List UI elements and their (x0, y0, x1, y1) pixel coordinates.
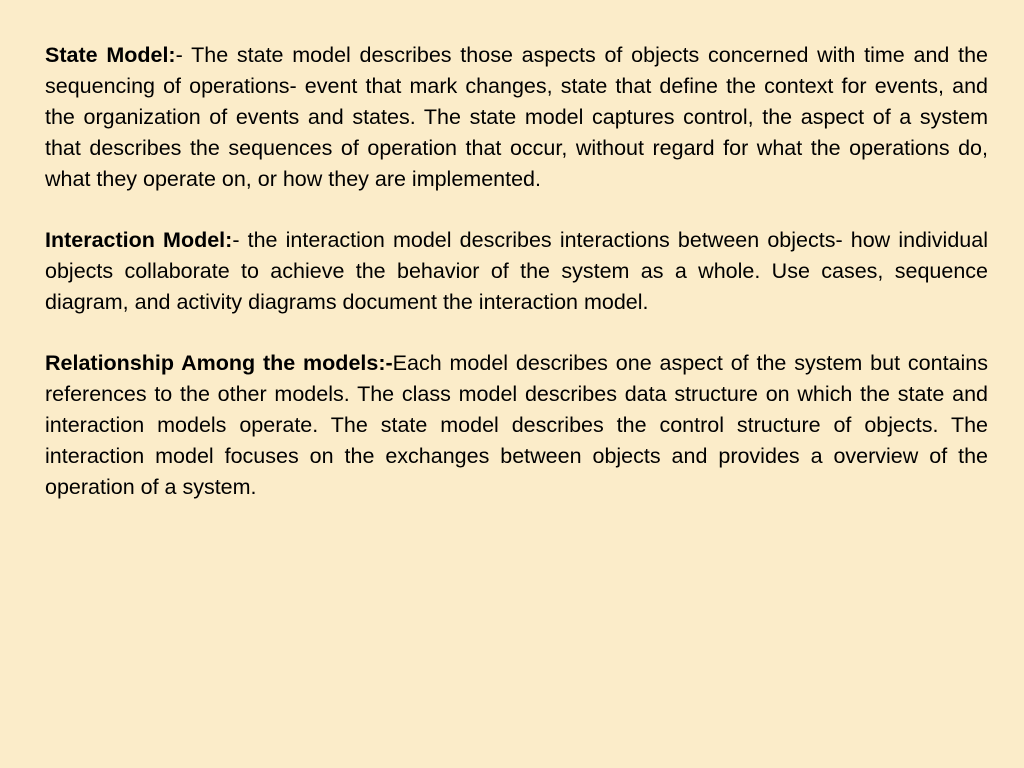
relationship-paragraph (45, 348, 988, 503)
relationship-heading: Relationship Among the models:- (45, 351, 393, 375)
state-model-paragraph (45, 40, 988, 195)
relationship-body: Each model describes one aspect of the system but contains references to the other models. The class model describes data structure on which the state and interaction models operate. The state model describes the control structure of objects. The interaction model focuses on the exchanges between objects and provides a overview of the operation of a system. (45, 351, 988, 499)
state-model-body: - The state model describes those aspects of objects concerned with time and the sequencing of operations- event that mark changes, state that define the context for events, and the organization of events and states. The state model captures control, the aspect of a system that describes the sequences of operation that occur, without regard for what the operations do, what they operate on, or how they are implemented. (45, 43, 988, 191)
interaction-model-heading: Interaction Model: (45, 228, 233, 252)
state-model-heading: State Model: (45, 43, 176, 67)
interaction-model-body: - the interaction model describes interactions between objects- how individual objects collaborate to achieve the behavior of the system as a whole. Use cases, sequence diagram, and activity diagrams document the interaction model. (45, 228, 988, 314)
interaction-model-paragraph (45, 225, 988, 318)
